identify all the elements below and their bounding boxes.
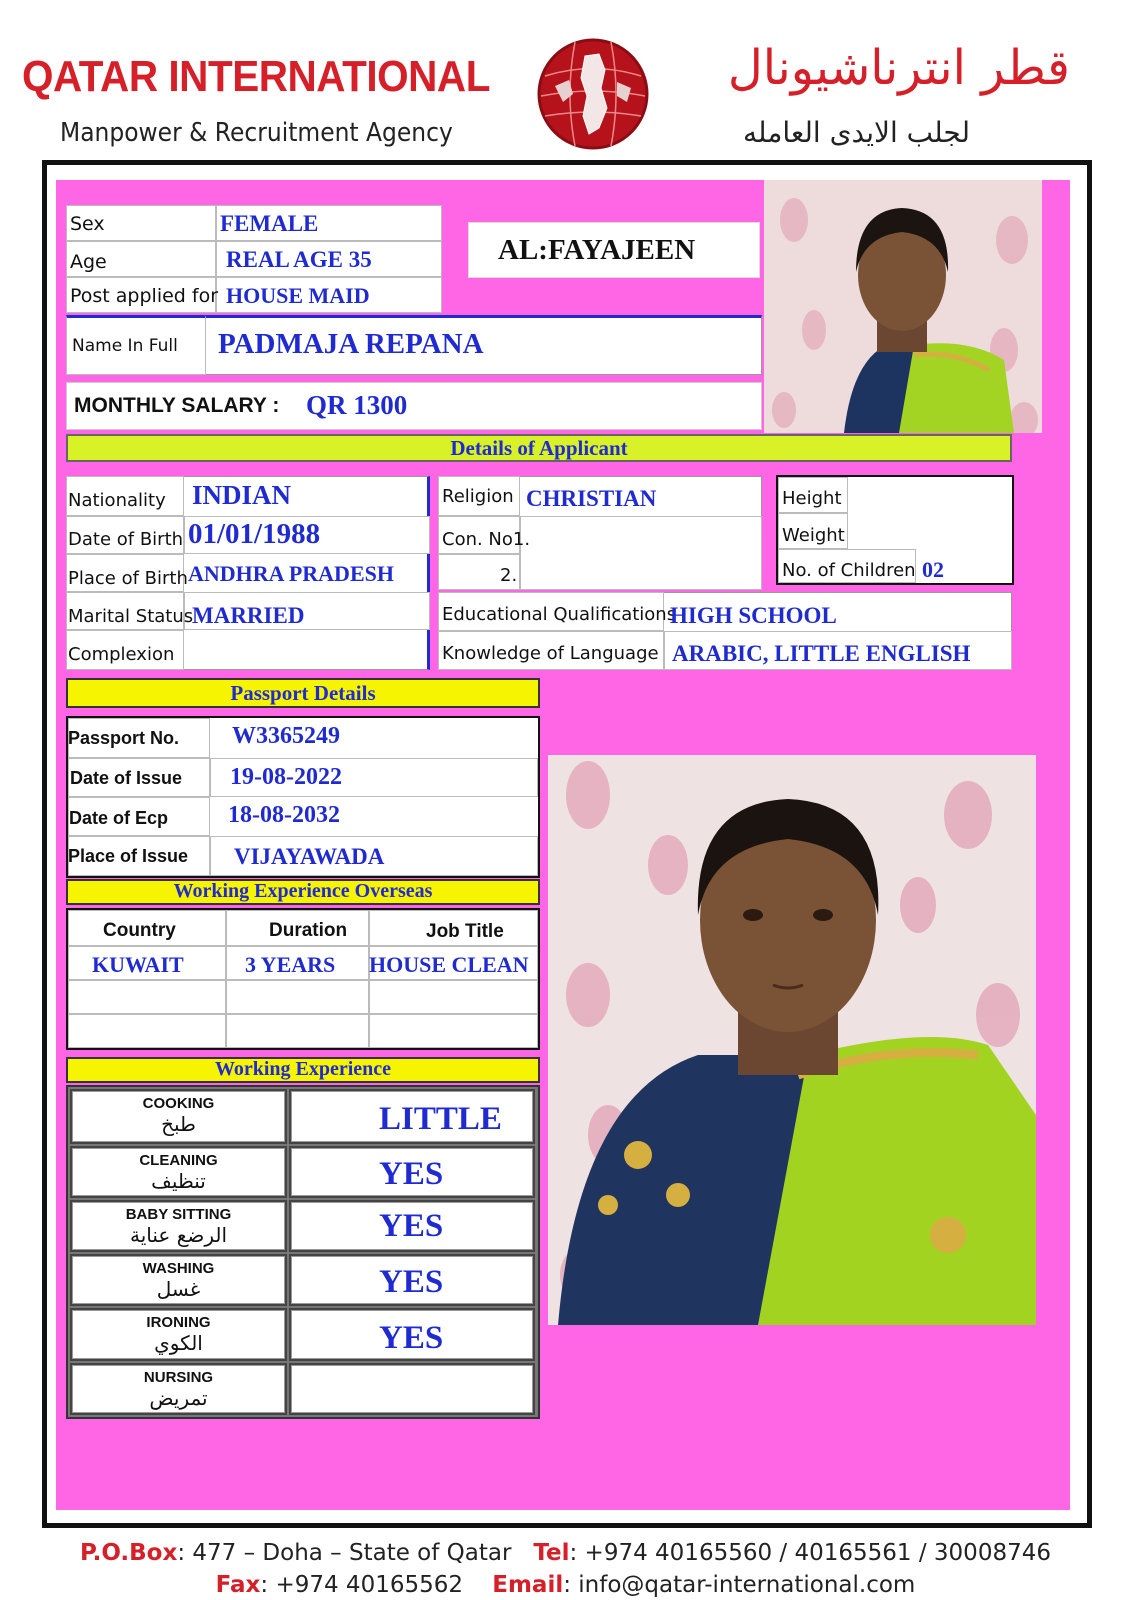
passport-no-label: Passport No. bbox=[68, 728, 180, 748]
skill-name-ar: الرضع عناية bbox=[129, 1223, 228, 1247]
skill-row bbox=[70, 1089, 287, 1144]
company-tagline-en: Manpower & Recruitment Agency bbox=[60, 118, 453, 148]
pob-label: Place of Birth bbox=[68, 568, 188, 589]
skill-name-ar: تنظيف bbox=[151, 1169, 206, 1193]
email-label: Email bbox=[492, 1572, 564, 1598]
sex-value: FEMALE bbox=[220, 211, 319, 236]
overseas-duration-value: 3 YEARS bbox=[245, 952, 336, 977]
skill-name-ar: طبخ bbox=[161, 1112, 196, 1136]
religion-value: CHRISTIAN bbox=[526, 486, 657, 511]
nationality-value: INDIAN bbox=[192, 480, 292, 510]
skill-value: YES bbox=[379, 1156, 444, 1192]
company-name-en: QATAR INTERNATIONAL bbox=[22, 52, 490, 101]
skill-value-cell bbox=[289, 1089, 535, 1144]
pobox-value: : 477 – Doha – State of Qatar bbox=[177, 1540, 512, 1566]
footer-contact-line bbox=[0, 1572, 1131, 1598]
skill-value-cell bbox=[289, 1308, 535, 1361]
education-value: HIGH SCHOOL bbox=[670, 603, 837, 628]
skill-value: YES bbox=[379, 1208, 444, 1244]
details-header: Details of Applicant bbox=[66, 434, 1012, 462]
skill-value-cell bbox=[289, 1200, 535, 1252]
language-label: Knowledge of Language bbox=[442, 643, 659, 664]
skill-row bbox=[70, 1200, 287, 1252]
nationality-label: Nationality bbox=[68, 490, 166, 511]
expiry-date-value: 18-08-2032 bbox=[228, 802, 340, 828]
overseas-country-value: KUWAIT bbox=[92, 952, 184, 977]
applicant-photo-small bbox=[764, 180, 1042, 433]
height-label: Height bbox=[782, 488, 842, 509]
name-label: Name In Full bbox=[72, 336, 178, 356]
skill-row bbox=[70, 1254, 287, 1306]
age-label: Age bbox=[70, 251, 107, 273]
name-value: PADMAJA REPANA bbox=[218, 328, 484, 360]
issue-date-value: 19-08-2022 bbox=[230, 764, 342, 790]
marital-label: Marital Status bbox=[68, 606, 194, 627]
agency-code: AL:FAYAJEEN bbox=[498, 234, 696, 266]
religion-label: Religion bbox=[442, 486, 514, 507]
education-label: Educational Qualifications bbox=[442, 604, 677, 625]
complexion-label: Complexion bbox=[68, 644, 175, 665]
passport-no-value: W3365249 bbox=[232, 723, 340, 749]
experience-header: Working Experience bbox=[66, 1057, 540, 1083]
skill-name: BABY SITTING bbox=[125, 1206, 232, 1223]
skill-name: NURSING bbox=[143, 1369, 214, 1386]
skill-value-cell bbox=[289, 1146, 535, 1198]
skill-value-cell bbox=[289, 1254, 535, 1306]
skill-name: IRONING bbox=[146, 1314, 211, 1331]
overseas-col-duration: Duration bbox=[269, 920, 348, 941]
pob-value: ANDHRA PRADESH bbox=[188, 561, 394, 586]
skill-name-ar: تمريض bbox=[149, 1386, 208, 1410]
tel-value: : +974 40165560 / 40165561 / 30008746 bbox=[569, 1540, 1051, 1566]
skill-value: LITTLE bbox=[379, 1101, 502, 1137]
fax-value: : +974 40165562 bbox=[260, 1572, 463, 1598]
place-of-issue-label: Place of Issue bbox=[68, 846, 189, 866]
language-value: ARABIC, LITTLE ENGLISH bbox=[672, 641, 971, 666]
post-value: HOUSE MAID bbox=[226, 283, 370, 308]
skill-name-ar: الكوي bbox=[154, 1331, 203, 1355]
skill-name: WASHING bbox=[142, 1260, 215, 1277]
salary-value: QR 1300 bbox=[306, 390, 408, 420]
company-tagline-ar: لجلب الايدى العامله bbox=[743, 116, 970, 149]
email-value[interactable]: : info@qatar-international.com bbox=[563, 1572, 916, 1598]
children-label: No. of Children bbox=[782, 560, 916, 581]
skill-value: YES bbox=[379, 1320, 444, 1356]
company-name-ar: قطر انترناشيونال bbox=[727, 40, 1070, 96]
fax-label: Fax bbox=[215, 1572, 261, 1598]
issue-date-label: Date of Issue bbox=[70, 768, 183, 788]
age-value: REAL AGE 35 bbox=[226, 247, 372, 272]
applicant-photo-large bbox=[548, 755, 1036, 1325]
contact1-label: Con. No1. bbox=[442, 529, 531, 550]
overseas-job-value: HOUSE CLEAN bbox=[369, 952, 529, 977]
expiry-date-label: Date of Ecp bbox=[69, 808, 169, 828]
passport-header: Passport Details bbox=[66, 678, 540, 708]
skill-row bbox=[70, 1308, 287, 1361]
skill-row bbox=[70, 1146, 287, 1198]
place-of-issue-value: VIJAYAWADA bbox=[234, 844, 385, 869]
sex-label: Sex bbox=[70, 213, 105, 235]
pobox-label: P.O.Box bbox=[80, 1540, 178, 1566]
skill-name: CLEANING bbox=[139, 1152, 218, 1169]
weight-label: Weight bbox=[782, 525, 845, 546]
dob-value: 01/01/1988 bbox=[188, 518, 321, 550]
tel-label: Tel bbox=[533, 1540, 570, 1566]
overseas-col-job-title: Job Title bbox=[426, 921, 504, 942]
skill-value-cell bbox=[289, 1363, 535, 1415]
skill-name: COOKING bbox=[142, 1095, 215, 1112]
skill-name-ar: غسل bbox=[156, 1277, 201, 1301]
overseas-col-country: Country bbox=[103, 920, 176, 941]
skill-row bbox=[70, 1363, 287, 1415]
post-label: Post applied for bbox=[70, 285, 219, 307]
skill-value: YES bbox=[379, 1264, 444, 1300]
footer-address-line bbox=[0, 1540, 1131, 1566]
dob-label: Date of Birth bbox=[68, 529, 184, 550]
contact2-label: 2. bbox=[500, 565, 518, 586]
children-value: 02 bbox=[922, 557, 944, 582]
globe-map-logo-icon bbox=[535, 36, 651, 152]
salary-label: MONTHLY SALARY : bbox=[74, 394, 280, 417]
overseas-header: Working Experience Overseas bbox=[66, 879, 540, 905]
marital-value: MARRIED bbox=[192, 603, 305, 628]
